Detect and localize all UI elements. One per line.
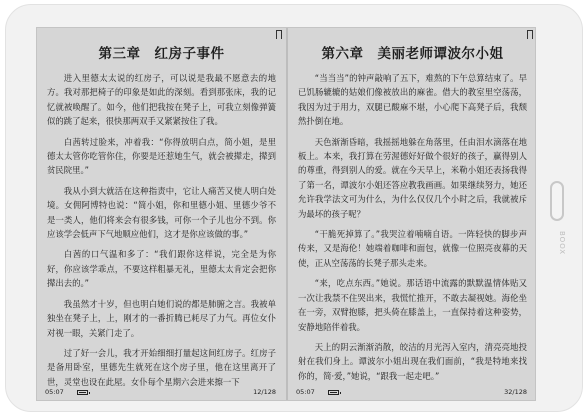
- page-text: [47, 71, 276, 395]
- ereader-device: [5, 4, 583, 412]
- page-footer: [296, 388, 527, 398]
- paragraph: 我虽然才十岁，但也明白她们说的都是肺腑之言。我被单独坐在凳子上，上，刚才的一番折腾已耗尽了力气。再位女仆对视一眼，关紧门走了。: [47, 298, 276, 338]
- clock: 05:07: [45, 388, 64, 396]
- right-page[interactable]: [288, 28, 536, 401]
- battery-icon: [77, 390, 88, 395]
- paragraph: “当当当”的钟声敲响了五下，难熬的下午总算结束了。早已饥肠辘辘的姑娘们像被放出的麻雀。借大的教室里空荡荡，我因为过于用力，双腿已酸麻不堪，小心爬下高凳子后，我颓然扑倒在地。: [298, 73, 527, 127]
- left-page[interactable]: [37, 28, 286, 401]
- brand-logo: BOOX: [558, 231, 566, 256]
- paragraph: 白茜转过脸来，冲着我：“你得放明白点，简小姐，是里德太太管你吃管你住，你要是还惹她生气，就会被撵走，撵到贫民院里。”: [47, 136, 276, 176]
- paragraph: 我从小到大就活在这种指责中，它让人痛苦又使人明白处境。女佣阿博特也说：“简小姐，你和里德小姐、里德少爷不是一类人，他们将来会有很多钱，可你一个子儿也分不到。你应该学会低声下气地顺应他们，这才是你应该做的事。”: [47, 185, 276, 240]
- page-text: [298, 71, 527, 389]
- page-turn-button[interactable]: [550, 181, 564, 221]
- clock: 05:07: [296, 388, 315, 396]
- page-number: 32/128: [504, 388, 527, 396]
- paragraph: “干脆死掉算了。”我哭泣着喃喃自语。一阵轻快的脚步声传来，又是海伦！她端着咖啡和面包，就像一位照亮夜幕的天使，正从空荡荡的长凳子那头走来。: [298, 229, 527, 268]
- paragraph: 过了好一会儿，我才开始细细打量起这间红房子。红房子是备用卧室，里德先生就死在这个房子里，他在这里离开了世，灵堂也设在此屋。女仆每个星期六会进来擦一下: [47, 347, 276, 387]
- paragraph: 天色渐渐昏暗，我摇摇地躲在角落里，任由泪水滴落在地板上。本来，我打算在劳渥德好好做个很好的孩子，赢得别人的尊重，得到别人的爱。就在今天早上，米勒小姐还表扬我得了第一名，谭波尔小姐还答应教我画画。如果继续努力，她还允许我学法文可为什么，为什么仅仅几个小时之后，我就被斥为最坏的孩子呢？: [298, 136, 527, 219]
- ereader-screen: [36, 27, 536, 401]
- battery-icon: [328, 390, 339, 395]
- paragraph: 白茜的口气温和多了：“我们跟你这样说，完全是为你好，你应该学乖点，不要这样粗暴无礼，里德太太肯定会把你撵出去的。”: [47, 249, 276, 289]
- bookmark-icon[interactable]: [276, 30, 282, 39]
- paragraph: 进入里德太太说的红房子，可以说是我最不愿意去的地方。我对那把椅子的印象是如此的深刻。看到那张床，我的记忆就被唤醒了。如今，他们把我按在凳子上，可我立刻像弹簧似的跳了起来，很快那两双手又紧紧按住了我。: [47, 73, 276, 127]
- paragraph: “来，吃点东西。”她说。那话语中流露的默默温情体贴又一次让我禁不住哭出来，我慌忙推开，不敢去凝视她。海伦坐在一旁，双臂抱膝，把头倚在膝盖上，一直保持着这种姿势，安静地陪伴着我。: [298, 278, 527, 332]
- page-number: 12/128: [253, 388, 276, 396]
- page-footer: [45, 388, 276, 398]
- chapter-title: 第六章 美丽老师谭波尔小姐: [321, 46, 504, 62]
- paragraph: 天上的阴云渐渐消散，皎洁的月光泻入室内，清亮亮地投射在我们身上。谭波尔小姐出现在我们面前，“我是特地来找你的，简·爱，”她说，“跟我一起走吧。”: [298, 341, 527, 381]
- bookmark-icon[interactable]: [527, 30, 533, 39]
- chapter-title: 第三章 红房子事件: [98, 46, 225, 62]
